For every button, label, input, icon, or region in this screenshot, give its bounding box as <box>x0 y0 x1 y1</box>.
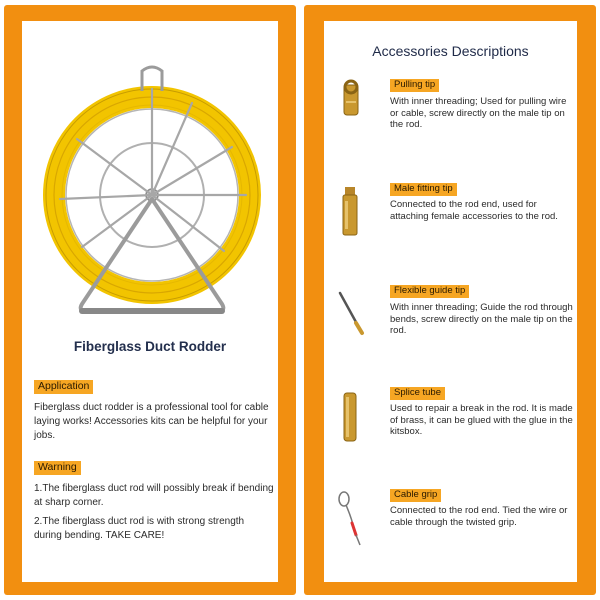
male-fitting-tip-label: Male fitting tip <box>390 183 457 196</box>
cable-grip-icon <box>330 489 370 549</box>
flexible-guide-tip-description: With inner threading; Guide the rod through bends, screw directly on the male tip on the rod. <box>390 302 573 336</box>
male-fitting-tip-icon <box>330 181 370 239</box>
male-fitting-tip-description: Connected to the rod end, used for attaching female accessories to the rod. <box>390 199 558 222</box>
warning-item-1: 1.The fiberglass duct rod will possibly break if bending at sharp corner. <box>34 483 274 508</box>
flexible-guide-tip-label: Flexible guide tip <box>390 285 469 298</box>
splice-tube-description: Used to repair a break in the rod. It is made of brass, it can be glued with the glue in the kitsbox. <box>390 403 573 437</box>
left-panel-content <box>22 21 278 582</box>
warning-item-2: 2.The fiberglass duct rod is with strong strength during bending. TAKE CARE! <box>34 516 245 541</box>
pulling-tip-label: Pulling tip <box>390 79 439 92</box>
warning-label: Warning <box>34 461 81 475</box>
right-panel <box>304 5 596 595</box>
duct-rodder-reel-image <box>42 49 262 349</box>
application-label: Application <box>34 380 93 394</box>
cable-grip-description: Connected to the rod end. Tied the wire or cable through the twisted grip. <box>390 505 568 528</box>
splice-tube-label: Splice tube <box>390 387 445 400</box>
flexible-guide-tip-icon <box>330 289 370 339</box>
application-text: Fiberglass duct rodder is a professional tool for cable laying works! Accessories kits can be helpful for your jobs. <box>34 402 269 441</box>
accessories-title: Accessories Descriptions <box>372 43 529 59</box>
right-panel-content <box>324 21 577 582</box>
left-panel <box>4 5 296 595</box>
cable-grip-label: Cable grip <box>390 489 441 502</box>
product-title: Fiberglass Duct Rodder <box>73 339 227 354</box>
pulling-tip-icon <box>330 77 370 119</box>
splice-tube-icon <box>330 389 370 445</box>
pulling-tip-description: With inner threading; Used for pulling wire or cable, screw directly on the male tip on the rod. <box>390 96 567 130</box>
